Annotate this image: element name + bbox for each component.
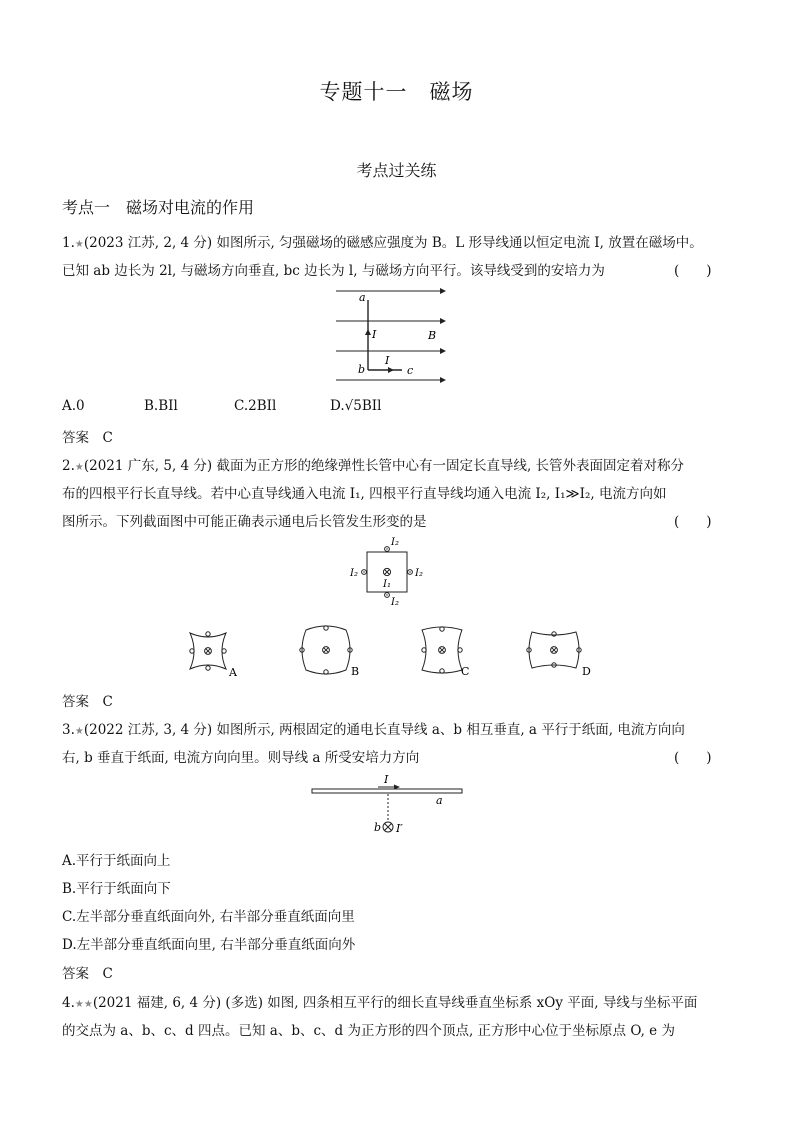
q4-line1: 4.★★(2021 福建, 6, 4 分) (多选) 如图, 四条相互平行的细长直导线垂直坐标系 xOy 平面, 导线与坐标平面 — [62, 995, 698, 1011]
q2-answer: 答案 C — [62, 694, 113, 710]
q2-main-figure — [345, 535, 435, 615]
svg-text:b: b — [374, 821, 382, 834]
q3-option-B: B.平行于纸面向下 — [62, 881, 171, 897]
section-subtitle: 考点过关练 — [356, 161, 437, 180]
difficulty-star-icon: ★ — [74, 462, 84, 473]
q3-answer-paren: ( ) — [674, 750, 712, 766]
svg-text:I′: I′ — [396, 822, 403, 835]
label-c: c — [407, 364, 414, 377]
q3-answer: 答案 C — [62, 966, 113, 982]
svg-text:B: B — [351, 665, 360, 678]
svg-text:I₂: I₂ — [391, 597, 399, 608]
q3-line1: 3.★(2022 江苏, 3, 4 分) 如图所示, 两根固定的通电长直导线 a、b 相互垂直, a 平行于纸面, 电流方向向 — [62, 722, 685, 738]
difficulty-star-icon: ★ — [74, 726, 84, 737]
q1-line2: 已知 ab 边长为 2l, 与磁场方向垂直, bc 边长为 l, 与磁场方向平行。该导线受到的安培力为 — [62, 263, 605, 279]
q2-option-C-figure — [412, 622, 482, 682]
q2-option-D-figure — [524, 622, 596, 682]
svg-text:a: a — [436, 794, 443, 807]
q4-line2: 的交点为 a、b、c、d 四点。已知 a、b、c、d 为正方形的四个顶点, 正方形中心位于坐标原点 O, e 为 — [62, 1023, 675, 1039]
q3-figure — [308, 770, 468, 838]
q1-figure — [330, 283, 450, 383]
q2-line1: 2.★(2021 广东, 5, 4 分) 截面为正方形的绝缘弹性长管中心有一固定长直导线, 长管外表面固定着对称分 — [62, 458, 685, 474]
q2-option-A-figure — [180, 625, 240, 680]
q1-answer: 答案 C — [62, 430, 113, 446]
q1-choices: A.0 B.BIl C.2BIl D.√5BIl — [62, 398, 382, 414]
q3-line2: 右, b 垂直于纸面, 电流方向向里。则导线 a 所受安培力方向 — [62, 750, 420, 766]
svg-text:I₂: I₂ — [350, 568, 358, 579]
q1-line1: 1.★(2023 江苏, 2, 4 分) 如图所示, 匀强磁场的磁感应强度为 B。L 形导线通以恒定电流 I, 放置在磁场中。 — [62, 235, 703, 251]
label-I1: I — [372, 328, 377, 341]
topic-heading: 考点一 磁场对电流的作用 — [62, 198, 255, 217]
q2-line2: 布的四根平行长直导线。若中心直导线通入电流 I₁, 四根平行直导线均通入电流 I₂, I₁≫I₂, 电流方向如 — [62, 486, 667, 502]
q2-answer-paren: ( ) — [674, 514, 712, 530]
label-a: a — [359, 291, 366, 304]
svg-text:I: I — [384, 773, 389, 786]
q3-option-D: D.左半部分垂直纸面向里, 右半部分垂直纸面向外 — [62, 937, 356, 953]
difficulty-star-icon: ★★ — [74, 999, 93, 1010]
label-b: b — [358, 363, 366, 376]
svg-text:D: D — [582, 665, 591, 678]
svg-text:I₁: I₁ — [383, 579, 391, 590]
label-B: B — [428, 329, 437, 342]
svg-text:I₂: I₂ — [415, 568, 423, 579]
q1-answer-paren: ( ) — [674, 263, 712, 279]
svg-text:A: A — [229, 666, 237, 679]
svg-text:I₂: I₂ — [391, 537, 399, 548]
page-title: 专题十一 磁场 — [319, 80, 474, 104]
q2-line3: 图所示。下列截面图中可能正确表示通电后长管发生形变的是 — [62, 514, 427, 530]
svg-text:C: C — [461, 665, 470, 678]
q3-option-C: C.左半部分垂直纸面向外, 右半部分垂直纸面向里 — [62, 909, 355, 925]
label-I2: I — [385, 354, 390, 367]
q3-option-A: A.平行于纸面向上 — [62, 853, 171, 869]
difficulty-star-icon: ★ — [74, 239, 84, 250]
q2-option-B-figure — [296, 622, 366, 682]
